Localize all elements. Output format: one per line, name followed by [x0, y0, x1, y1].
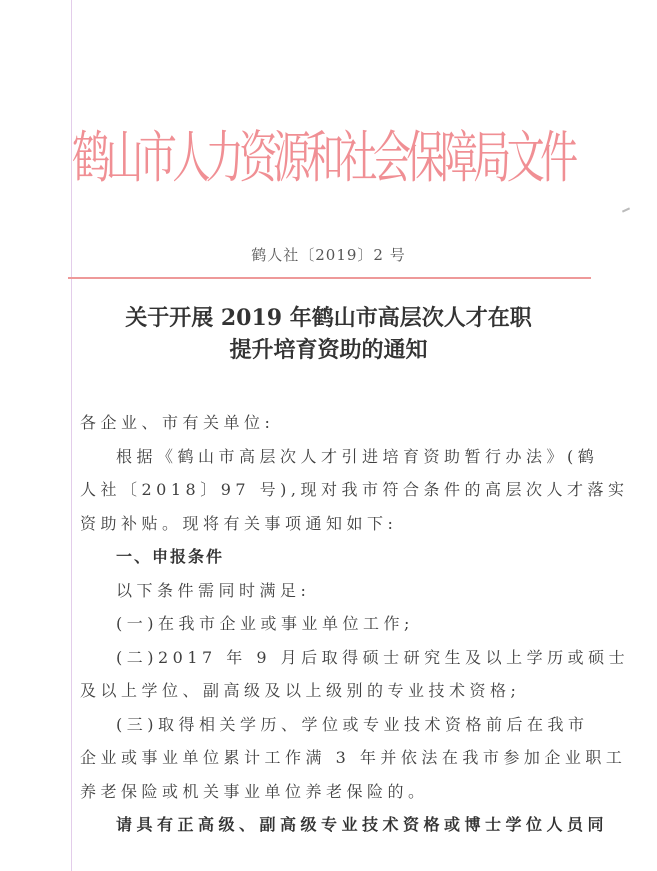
title-line-1: 关于开展 2019 年鹤山市高层次人才在职: [125, 305, 532, 331]
condition-item-3-cont: 企业或事业单位累计工作满 3 年并依法在我市参加企业职工: [80, 748, 627, 767]
paragraph-line: 人社〔2018〕97 号),现对我市符合条件的高层次人才落实: [80, 480, 629, 499]
condition-item-3: (三)取得相关学历、学位或专业技术资格前后在我市: [116, 714, 589, 734]
section-intro: 以下条件需同时满足:: [116, 580, 311, 600]
closing-paragraph: 请具有正高级、副高级专业技术资格或博士学位人员同: [116, 815, 609, 834]
section-heading: 一、申报条件: [116, 547, 225, 566]
paragraph-line: 资助补贴。现将有关事项通知如下:: [80, 513, 398, 533]
document-number: 鹤人社〔2019〕2 号: [251, 246, 406, 264]
document-body: [80, 406, 630, 842]
scan-speck: [622, 207, 630, 212]
condition-item-1: (一)在我市企业或事业单位工作;: [116, 614, 414, 633]
red-divider-rule: [68, 277, 591, 279]
condition-item-3-cont: 养老保险或机关事业单位养老保险的。: [80, 781, 429, 801]
addressee: 各企业、市有关单位:: [80, 413, 275, 432]
paragraph-line: 根据《鹤山市高层次人才引进培育资助暂行办法》(鹤: [116, 446, 599, 466]
title-line-2: 提升培育资助的通知: [229, 337, 428, 363]
issuer-header: 鹤山市人力资源和社会保障局文件: [72, 125, 574, 191]
document-title: [0, 302, 657, 366]
condition-item-2: (二)2017 年 9 月后取得硕士研究生及以上学历或硕士: [116, 647, 630, 667]
condition-item-2-cont: 及以上学位、副高级及以上级别的专业技术资格;: [80, 681, 521, 700]
